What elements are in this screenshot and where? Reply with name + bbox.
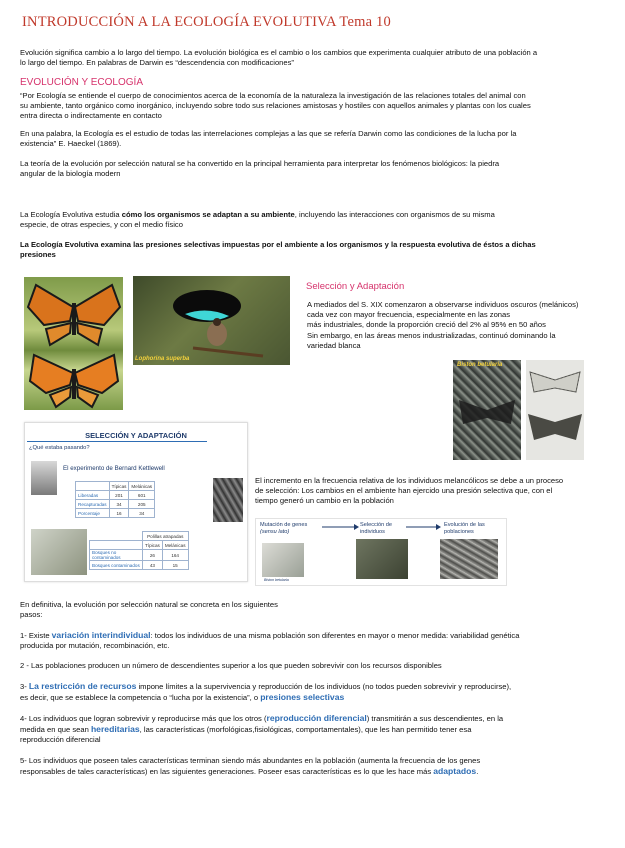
butterfly-photo bbox=[24, 277, 123, 410]
flow-small-caption: Biston betularia bbox=[264, 578, 289, 582]
moth-comparison-photo bbox=[526, 360, 584, 460]
bird-photo bbox=[133, 276, 290, 365]
process-line: El incremento en la frecuencia relativa de los individuos melancólicos se debe a un proceso bbox=[255, 476, 564, 485]
step-5-line: 5- Los individuos que poseen tales características terminan siendo más abundantes en la población (aumenta la frecuencia de los genes bbox=[20, 756, 481, 765]
table-cell: 601 bbox=[129, 491, 155, 500]
step-4-line bbox=[20, 713, 503, 724]
step-text: . bbox=[476, 767, 479, 777]
pressure-line: presiones bbox=[20, 250, 56, 260]
definition-line: En una palabra, la Ecología es el estudio de todas las interrelaciones complejas a las que se refería Darwin como las condiciones de la lucha por la bbox=[20, 129, 517, 138]
butterfly-illustration bbox=[24, 277, 123, 410]
definition-line: existencia” E. Haeckel (1869). bbox=[20, 139, 122, 149]
key-term: reproducción diferencial bbox=[266, 713, 367, 723]
step-text: medida en que sean bbox=[20, 725, 91, 735]
key-term: variación interindividual bbox=[51, 630, 151, 640]
step-text: es decir, que se establece la competencia o “lucha por la existencia”, o bbox=[20, 693, 261, 703]
bird-caption: Lophorina superba bbox=[135, 356, 190, 362]
dark-moth-photo bbox=[453, 360, 521, 460]
flow-label: individuos bbox=[360, 528, 385, 535]
table-header: Típicas bbox=[109, 482, 129, 491]
evolution-theory-paragraph bbox=[20, 159, 499, 179]
table-cell: 43 bbox=[143, 561, 163, 570]
slide-divider bbox=[27, 441, 207, 442]
quote-line: entra directa o indirectamente en contacto bbox=[20, 111, 162, 121]
key-term: presiones selectivas bbox=[260, 692, 345, 703]
table-cell: 34 bbox=[129, 509, 155, 518]
kettlewell-slide bbox=[24, 422, 248, 582]
slide-subtitle: El experimento de Bernard Kettlewell bbox=[63, 465, 165, 472]
table-header: Típicas bbox=[143, 541, 163, 550]
step-4-line: reproducción diferencial bbox=[20, 735, 101, 745]
selection-process-paragraph bbox=[255, 476, 563, 507]
table-cell: 34 bbox=[109, 500, 129, 509]
moth-caption: Biston betularia bbox=[457, 362, 503, 368]
eco-text: , incluyendo las interacciones con organismos de su misma bbox=[294, 210, 495, 219]
eco-text: La Ecología Evolutiva estudia bbox=[20, 210, 122, 219]
moth-on-bark-photo bbox=[213, 478, 243, 522]
theory-line: angular de la biología modern bbox=[20, 169, 121, 179]
process-line: de selección: Los cambios en el ambiente han ejercido una presión selectiva que, con el bbox=[255, 486, 553, 496]
conclusion-line: En definitiva, la evolución por selección natural se concreta en los siguientes bbox=[20, 600, 278, 609]
selective-pressure-statement bbox=[20, 240, 536, 260]
table-cell: 26 bbox=[143, 550, 163, 561]
flow-label: poblaciones bbox=[444, 528, 474, 535]
melanism-line: variedad blanca bbox=[307, 340, 361, 350]
step-2: 2 - Las poblaciones producen un número de descendientes superior a los que pueden sobrevivir con los recursos disponibles bbox=[20, 661, 442, 670]
table-cell: 201 bbox=[109, 491, 129, 500]
table-caption-row bbox=[90, 532, 189, 541]
pressure-line: La Ecología Evolutiva examina las presiones selectivas impuestas por el ambiente a los organismos y la respuesta evolutiva de éstos a dichas bbox=[20, 240, 536, 249]
table-cell: Liberadas bbox=[76, 491, 110, 500]
table-cell: Recapturadas bbox=[76, 500, 110, 509]
step-1 bbox=[20, 630, 519, 651]
theory-line: La teoría de la evolución por selección natural se ha convertido en la principal herramienta para interpretar los fenómenos biológicos: la piedra bbox=[20, 159, 500, 168]
slide-question: ¿Qué estaba pasando? bbox=[29, 445, 90, 451]
slide-title: SELECCIÓN Y ADAPTACIÓN bbox=[85, 431, 187, 440]
bird-illustration bbox=[133, 276, 290, 365]
table-header: Melánicas bbox=[162, 541, 188, 550]
melanism-line: Sin embargo, en las áreas menos industrializadas, continuó dominando la bbox=[307, 330, 556, 340]
industrial-melanism-paragraph bbox=[307, 300, 578, 351]
table-cell: 205 bbox=[129, 500, 155, 509]
table-cell: Bosques contaminados bbox=[90, 561, 143, 570]
intro-paragraph bbox=[20, 48, 537, 68]
conclusion-line: pasos: bbox=[20, 610, 43, 620]
flow-label: Mutación de genes bbox=[260, 522, 308, 528]
table-cell: 164 bbox=[162, 550, 188, 561]
eco-line-2: especie, de otras especies, y con el medio físico bbox=[20, 220, 183, 230]
intro-line: Evolución significa cambio a lo largo del tiempo. La evolución biológica es el cambio o los cambios que experimenta cualquier atributo de una población a bbox=[20, 48, 538, 57]
trapped-moths-table bbox=[89, 531, 189, 570]
key-term: hereditarias bbox=[90, 724, 140, 735]
kettlewell-portrait bbox=[31, 461, 57, 495]
table-cell: Porcentaje bbox=[76, 509, 110, 518]
step-1-line: producida por mutación, recombinación, etc. bbox=[20, 641, 170, 651]
table-row bbox=[90, 550, 189, 561]
melanism-line: A mediados del S. XIX comenzaron a observarse individuos oscuros (melánicos) bbox=[307, 300, 579, 309]
haeckel-quote bbox=[20, 91, 531, 122]
step-3-line bbox=[20, 681, 511, 692]
flow-label: Evolución de las bbox=[444, 522, 485, 528]
moth-pair-illustration bbox=[526, 360, 584, 460]
flow-arrows bbox=[256, 519, 506, 539]
moth-mutation-photo bbox=[262, 543, 304, 577]
step-text: 1- Existe bbox=[20, 631, 52, 640]
section-heading-seleccion: Selección y Adaptación bbox=[306, 281, 405, 292]
step-text: : todos los individuos de una misma población son diferentes en mayor o menor medida: variabilidad genética bbox=[150, 631, 520, 640]
table-caption: Polillas atrapadas bbox=[143, 532, 189, 541]
evolutionary-ecology-paragraph bbox=[20, 210, 495, 230]
evolution-flow-diagram bbox=[255, 518, 507, 586]
table-cell: Bosques no contaminados bbox=[90, 550, 143, 561]
table-header bbox=[90, 541, 143, 550]
table-row bbox=[76, 509, 155, 518]
step-text: ) transmitirán a sus descendientes, en la bbox=[366, 714, 504, 723]
arrow-right-icon bbox=[436, 524, 441, 530]
bird-selection-photo bbox=[356, 539, 408, 579]
step-text: impone límites a la supervivencia y reproducción de los individuos (no todos pueden sobrevivir y reproducirse), bbox=[136, 682, 512, 691]
table-header: Melánicas bbox=[129, 482, 155, 491]
table-row bbox=[76, 500, 155, 509]
step-5 bbox=[20, 756, 480, 777]
table-header-row bbox=[76, 482, 155, 491]
step-text: , las características (morfológicas,fisiológicas, comportamentales), que les han permitido tener esa bbox=[139, 725, 472, 735]
step-4 bbox=[20, 713, 503, 746]
bird-eating-moth-photo bbox=[31, 529, 87, 575]
step-4-line bbox=[20, 724, 503, 735]
melanism-line: cada vez con mayor frecuencia, especialmente en las zonas bbox=[307, 310, 511, 320]
recapture-table bbox=[75, 481, 155, 518]
eco-line-1 bbox=[20, 210, 495, 220]
step-text: 4- Los individuos que logran sobrevivir y reproducirse más que los otros ( bbox=[20, 714, 267, 723]
population-photo bbox=[440, 539, 498, 579]
table-header-row bbox=[90, 541, 189, 550]
eco-bold-text: cómo los organismos se adaptan a su ambiente bbox=[121, 210, 295, 219]
table-cell: 15 bbox=[162, 561, 188, 570]
step-3 bbox=[20, 681, 511, 703]
table-row bbox=[76, 491, 155, 500]
ecology-definition bbox=[20, 129, 516, 149]
section-heading-evolucion: EVOLUCIÓN Y ECOLOGÍA bbox=[20, 77, 144, 88]
intro-line: lo largo del tiempo. En palabras de Darwin es “descendencia con modificaciones” bbox=[20, 58, 294, 68]
step-text: 3- bbox=[20, 682, 29, 691]
table-cell: 16 bbox=[109, 509, 129, 518]
flow-label: Selección de bbox=[360, 522, 393, 528]
step-text: responsables de tales características) en las siguientes generaciones. Poseer esas características es lo que les hace más bbox=[20, 767, 434, 777]
flow-label: (sensu lato) bbox=[260, 528, 290, 535]
key-term: La restricción de recursos bbox=[28, 681, 137, 691]
page-title: INTRODUCCIÓN A LA ECOLOGÍA EVOLUTIVA Tema 10 bbox=[22, 14, 391, 30]
quote-line: “Por Ecología se entiende el cuerpo de conocimientos acerca de la economía de la naturaleza la investigación de las relaciones totales del animal con bbox=[20, 91, 526, 100]
table-cell bbox=[90, 532, 143, 541]
arrow-right-icon bbox=[354, 524, 359, 530]
conclusion-intro bbox=[20, 600, 278, 620]
step-1-line bbox=[20, 630, 519, 641]
process-line: tiempo generó un cambio en la población bbox=[255, 496, 394, 506]
dark-moth-illustration bbox=[453, 360, 521, 460]
table-row bbox=[90, 561, 189, 570]
melanism-line: más industriales, donde la proporción creció del 2% al 95% en 50 años bbox=[307, 320, 546, 330]
step-3-line bbox=[20, 692, 511, 703]
key-term: adaptados bbox=[433, 766, 477, 777]
quote-line: su ambiente, tanto orgánico como inorgánico, incluyendo sobre todo sus relaciones amistosas y hostiles con aquellos animales y plantas con los cuales bbox=[20, 101, 531, 111]
step-5-line bbox=[20, 766, 480, 777]
table-header bbox=[76, 482, 110, 491]
